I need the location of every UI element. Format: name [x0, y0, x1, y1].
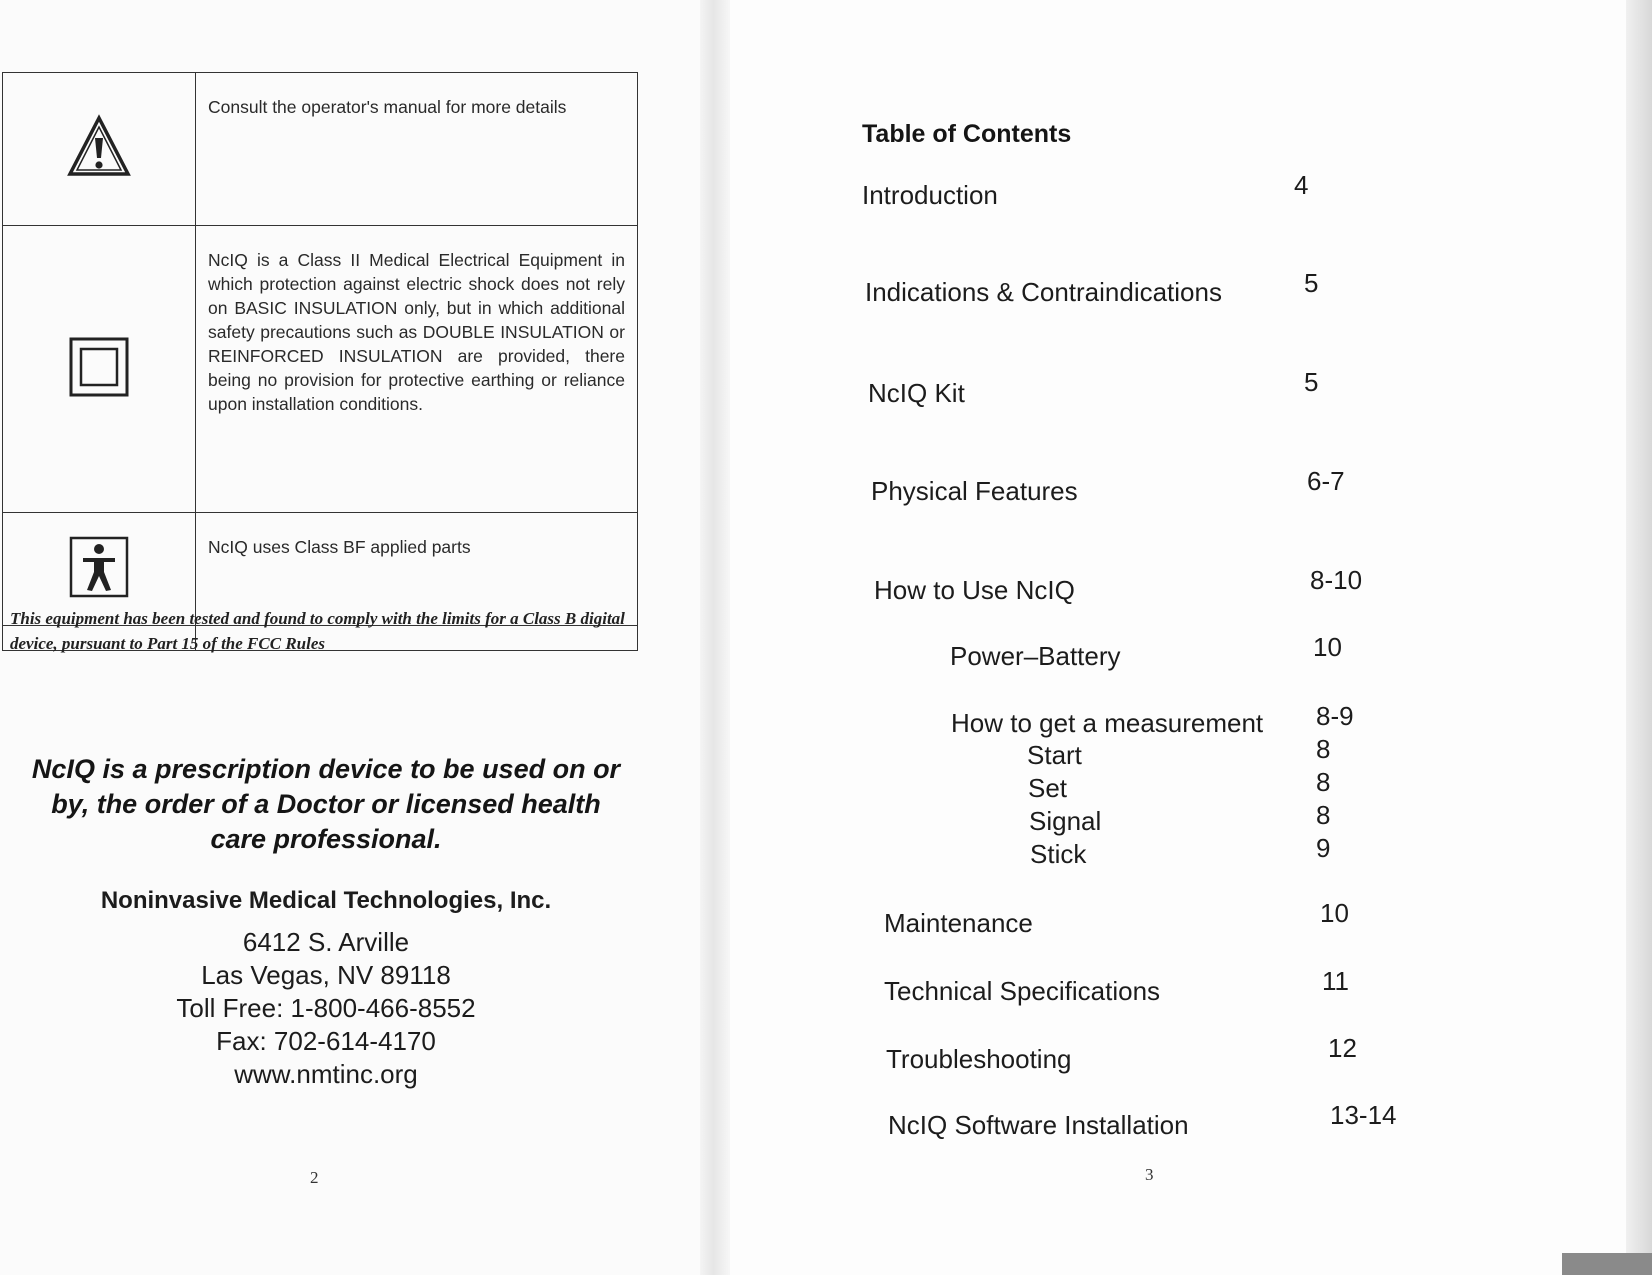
toc-title: Table of Contents: [862, 120, 1072, 148]
toc-entry-title: Physical Features: [871, 476, 1078, 506]
toc-entry-title: Indications & Contraindications: [865, 277, 1222, 307]
toc-entry-title: Maintenance: [884, 908, 1033, 938]
company-name: Noninvasive Medical Technologies, Inc.: [100, 887, 552, 914]
toc-entry-title: Introduction: [862, 180, 998, 210]
bf-person-icon: [69, 536, 129, 598]
toc-entry-page: 6-7: [1307, 466, 1345, 496]
toc-entry-page: 12: [1328, 1033, 1357, 1063]
toc-entry-page: 10: [1320, 898, 1349, 928]
fcc-compliance-note: This equipment has been tested and found to comply with the limits for a Class B digital device, pursuant to Part 15 of the FCC Rules: [10, 609, 625, 653]
symbol-cell: [3, 73, 196, 226]
table-row: [3, 226, 638, 513]
toc-entry-page: 11: [1322, 966, 1349, 996]
toc-entry-title: NcIQ Software Installation: [888, 1110, 1189, 1140]
toc-entry-title: Stick: [1030, 839, 1087, 869]
double-square-icon: [68, 336, 130, 398]
page-edge-shadow: [1626, 0, 1652, 1275]
toc-entry-title: Signal: [1029, 806, 1102, 836]
symbol-description: NcIQ is a Class II Medical Electrical Equipment in which protection against electric shock does not rely on BASIC INSULATION only, but in which additional safety precautions such as DOUBLE INSULATION or REINFORCED INSULATION are provided, there being no provision for protective earthing or reliance upon installation conditions.: [196, 226, 638, 513]
symbols-table: [2, 72, 638, 651]
toc-entry-page: 13-14: [1330, 1100, 1397, 1130]
toc-entry-page: 8-9: [1316, 701, 1354, 731]
toc-entry-title: How to Use NcIQ: [874, 575, 1075, 605]
toc-entry-page: 8: [1316, 800, 1331, 830]
toc-entry-title: Troubleshooting: [886, 1044, 1072, 1074]
symbol-cell: [3, 226, 196, 513]
warning-triangle-icon: [66, 114, 132, 180]
toc-entry-page: 5: [1304, 367, 1319, 397]
toc-entry-page: 9: [1316, 833, 1331, 863]
toc-entry-page: 10: [1313, 632, 1342, 662]
toc-entry-page: 8: [1316, 734, 1331, 764]
toc-entry-page: 4: [1294, 170, 1309, 200]
toc-entry-title: Technical Specifications: [884, 976, 1161, 1006]
page-number: 2: [310, 1168, 319, 1187]
toc-entry-title: Start: [1027, 740, 1082, 770]
company-address: [20, 926, 632, 1091]
symbol-description: NcIQ uses Class BF applied parts: [196, 513, 638, 626]
toc-entry-page: 5: [1304, 268, 1319, 298]
toc-entry-page: 8-10: [1310, 565, 1363, 595]
scan-corner-shadow: [1562, 1253, 1652, 1275]
toc-entry-title: Set: [1028, 773, 1068, 803]
prescription-notice: NcIQ is a prescription device to be used on or by, the order of a Doctor or licensed health care professional.: [31, 754, 621, 854]
phone-fax: Fax: 702-614-4170: [216, 1026, 436, 1056]
table-row: [3, 73, 638, 226]
address-street: 6412 S. Arville: [242, 927, 410, 957]
address-city: Las Vegas, NV 89118: [201, 960, 451, 990]
book-gutter: [700, 0, 730, 1275]
toc-entry-title: How to get a measurement: [951, 708, 1264, 738]
toc-entry-title: NcIQ Kit: [868, 378, 965, 408]
phone-toll-free: Toll Free: 1-800-466-8552: [176, 993, 476, 1023]
page-number: 3: [1145, 1165, 1154, 1184]
right-page: [715, 0, 1652, 1275]
symbol-description: Consult the operator's manual for more details: [196, 73, 638, 226]
toc-entry-title: Power–Battery: [950, 641, 1121, 671]
website-url: www.nmtinc.org: [234, 1059, 418, 1089]
toc-entry-page: 8: [1316, 767, 1331, 797]
